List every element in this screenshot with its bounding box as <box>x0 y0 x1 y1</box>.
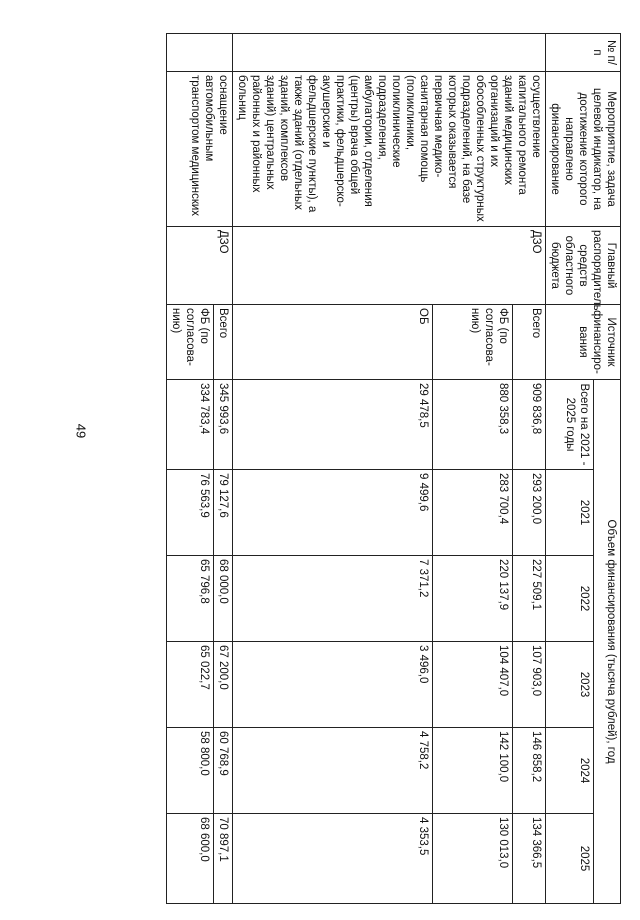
table-row <box>213 34 232 904</box>
header-row-1 <box>593 34 620 904</box>
source-cell: Всего <box>513 305 546 380</box>
measure-cell: осуществление капитального ремонта зданий медицинских организаций и их обособленных структурных подразделений, на базе которых оказывается первичная медико-санитарная помощь (поликлиники, поликлинические подразделения, амбулатории, отделения (центры) врача общей практики, фельдшерско-акушерские и фельдшерские пункты), а также зданий (отдельных зданий, комплексов зданий) центральных районных и районных больниц <box>232 72 545 227</box>
source-cell: ФБ (по согласова-нию) <box>432 305 513 380</box>
row-number <box>166 34 232 72</box>
value-cell: 70 897,1 <box>213 814 232 904</box>
value-cell: 142 100,0 <box>432 728 513 814</box>
value-cell: 76 563,9 <box>166 470 213 556</box>
value-cell: 67 200,0 <box>213 642 232 728</box>
header-measure: Мероприятие, задача целевой индикатор, на достижение которого направлено финансирование <box>545 72 620 227</box>
value-cell: 107 903,0 <box>513 642 546 728</box>
rotated-page <box>105 15 640 920</box>
value-cell: 227 509,1 <box>513 556 546 642</box>
source-cell: ФБ (по согласова-нию) <box>166 305 213 380</box>
value-cell: 79 127,6 <box>213 470 232 556</box>
value-cell: 4 353,5 <box>232 814 432 904</box>
value-cell: 130 013,0 <box>432 814 513 904</box>
header-year: 2022 <box>545 556 593 642</box>
value-cell: 4 758,2 <box>232 728 432 814</box>
header-manager: Главный распорядитель средств областного бюджета <box>545 227 620 305</box>
table-row <box>513 34 546 904</box>
page-number: 49 <box>73 423 89 439</box>
value-cell: 3 496,0 <box>232 642 432 728</box>
total-cell: 909 836,8 <box>513 380 546 470</box>
value-cell: 65 022,7 <box>166 642 213 728</box>
source-cell: Всего <box>213 305 232 380</box>
header-total: Всего на 2021 - 2025 годы <box>545 380 593 470</box>
value-cell: 283 700,4 <box>432 470 513 556</box>
manager-cell: ДЗО <box>166 227 232 305</box>
value-cell: 58 800,0 <box>166 728 213 814</box>
manager-cell: ДЗО <box>232 227 545 305</box>
value-cell: 9 499,6 <box>232 470 432 556</box>
total-cell: 345 993,6 <box>213 380 232 470</box>
value-cell: 220 137,9 <box>432 556 513 642</box>
value-cell: 134 366,5 <box>513 814 546 904</box>
value-cell: 68 000,0 <box>213 556 232 642</box>
value-cell: 293 200,0 <box>513 470 546 556</box>
page-number-area <box>66 0 96 905</box>
row-number <box>232 34 545 72</box>
funding-table <box>166 33 621 904</box>
header-num: № п/п <box>545 34 620 72</box>
value-cell: 60 768,9 <box>213 728 232 814</box>
total-cell: 880 358,3 <box>432 380 513 470</box>
header-funding: Объем финансирования (тысяча рублей), год <box>593 380 620 904</box>
header-year: 2025 <box>545 814 593 904</box>
source-cell: ОБ <box>232 305 432 380</box>
value-cell: 68 600,0 <box>166 814 213 904</box>
total-cell: 334 783,4 <box>166 380 213 470</box>
header-year: 2023 <box>545 642 593 728</box>
value-cell: 7 371,2 <box>232 556 432 642</box>
header-year: 2024 <box>545 728 593 814</box>
header-year: 2021 <box>545 470 593 556</box>
header-source: Источник финансиро-вания <box>545 305 620 380</box>
measure-cell: оснащение автомобильным транспортом медицинских <box>166 72 232 227</box>
total-cell: 29 478,5 <box>232 380 432 470</box>
value-cell: 65 796,8 <box>166 556 213 642</box>
value-cell: 146 858,2 <box>513 728 546 814</box>
value-cell: 104 407,0 <box>432 642 513 728</box>
